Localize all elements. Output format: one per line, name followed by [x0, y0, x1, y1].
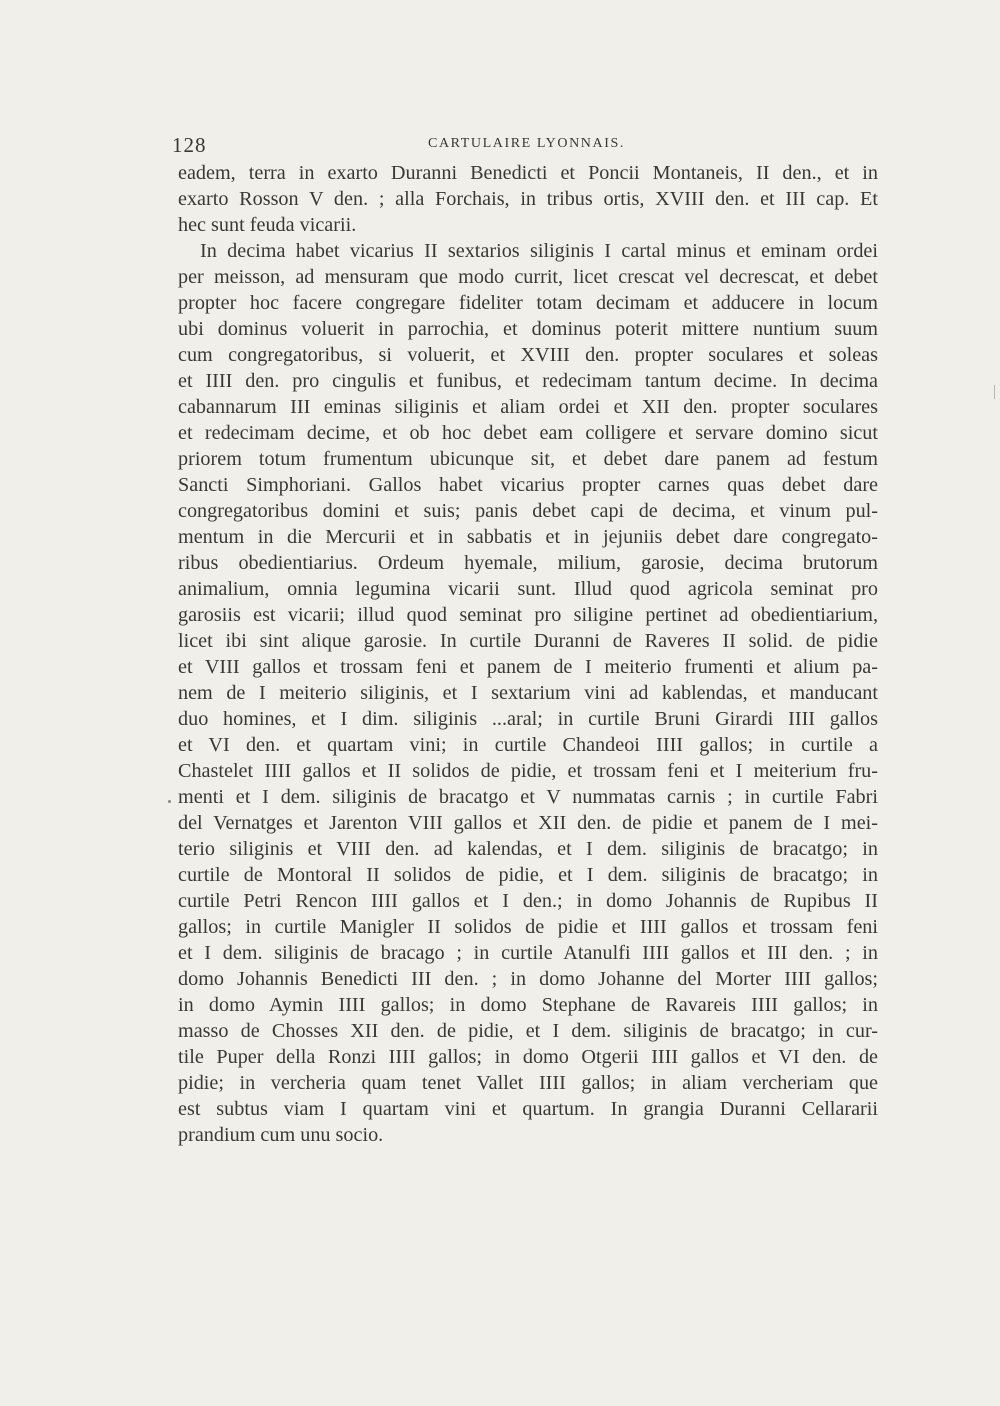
text-line: domo Johannis Benedicti III den. ; in domo Johanne del Morter IIII gallos;	[178, 968, 878, 990]
text-line: cum congregatoribus, si voluerit, et XVIII den. propter soculares et soleas	[178, 344, 878, 366]
text-line: masso de Chosses XII den. de pidie, et I dem. siliginis de bracatgo; in cur-	[178, 1020, 878, 1042]
text-line: Sancti Simphoriani. Gallos habet vicarius propter carnes quas debet dare	[178, 474, 878, 496]
text-line: priorem totum frumentum ubicunque sit, et debet dare panem ad festum	[178, 448, 878, 470]
page-header	[172, 133, 892, 159]
text-line: ubi dominus voluerit in parrochia, et dominus poterit mittere nuntium suum	[178, 318, 878, 340]
text-line: menti et I dem. siliginis de bracatgo et V nummatas carnis ; in curtile Fabri	[178, 786, 878, 808]
running-title: CARTULAIRE LYONNAIS.	[428, 136, 625, 151]
text-line: licet ibi sint alique garosie. In curtile Duranni de Raveres II solid. de pidie	[178, 630, 878, 652]
text-line: curtile Petri Rencon IIII gallos et I den.; in domo Johannis de Rupibus II	[178, 890, 878, 912]
text-line: congregatoribus domini et suis; panis debet capi de decima, et vinum pul-	[178, 500, 878, 522]
text-line: duo homines, et I dim. siliginis ...aral; in curtile Bruni Girardi IIII gallos	[178, 708, 878, 730]
text-line: eadem, terra in exarto Duranni Benedicti et Poncii Montaneis, II den., et in	[178, 162, 878, 184]
text-line: et IIII den. pro cingulis et funibus, et redecimam tantum decime. In decima	[178, 370, 878, 392]
text-line: hec sunt feuda vicarii.	[178, 214, 357, 236]
text-line: terio siliginis et VIII den. ad kalendas, et I dem. siliginis de bracatgo; in	[178, 838, 878, 860]
text-line: in domo Aymin IIII gallos; in domo Stephane de Ravareis IIII gallos; in	[178, 994, 878, 1016]
text-line: cabannarum III eminas siliginis et aliam ordei et XII den. propter soculares	[178, 396, 878, 418]
text-line: et redecimam decime, et ob hoc debet eam colligere et servare domino sicut	[178, 422, 878, 444]
text-line: del Vernatges et Jarenton VIII gallos et XII den. de pidie et panem de I mei-	[178, 812, 878, 834]
text-line: mentum in die Mercurii et in sabbatis et in jejuniis debet dare congregato-	[178, 526, 878, 548]
text-line: propter hoc facere congregare fideliter totam decimam et adducere in locum	[178, 292, 878, 314]
paragraph-first-line: In decima habet vicarius II sextarios siliginis I cartal minus et eminam ordei	[200, 240, 878, 262]
text-line: curtile de Montoral II solidos de pidie, et I dem. siliginis de bracatgo; in	[178, 864, 878, 886]
text-line: nem de I meiterio siliginis, et I sextarium vini ad kablendas, et manducant	[178, 682, 878, 704]
body-text	[178, 160, 878, 1148]
page-number: 128	[172, 133, 207, 157]
text-line: pidie; in vercheria quam tenet Vallet IIII gallos; in aliam vercheriam que	[178, 1072, 878, 1094]
text-line: prandium cum unu socio.	[178, 1124, 384, 1146]
text-line: et I dem. siliginis de bracago ; in curtile Atanulfi IIII gallos et III den. ; in	[178, 942, 878, 964]
text-line: per meisson, ad mensuram que modo currit, licet crescat vel decrescat, et debet	[178, 266, 878, 288]
text-line: garosiis est vicarii; illud quod seminat pro siligine pertinet ad obedientiarium,	[178, 604, 878, 626]
text-line: tile Puper della Ronzi IIII gallos; in domo Otgerii IIII gallos et VI den. de	[178, 1046, 878, 1068]
text-line: et VIII gallos et trossam feni et panem de I meiterio frumenti et alium pa-	[178, 656, 878, 678]
text-line: est subtus viam I quartam vini et quartum. In grangia Duranni Cellararii	[178, 1098, 878, 1120]
text-line: exarto Rosson V den. ; alla Forchais, in tribus ortis, XVIII den. et III cap. Et	[178, 188, 878, 210]
text-line: gallos; in curtile Manigler II solidos de pidie et IIII gallos et trossam feni	[178, 916, 878, 938]
margin-dot	[168, 800, 171, 803]
text-line: ribus obedientiarius. Ordeum hyemale, milium, garosie, decima brutorum	[178, 552, 878, 574]
text-line: animalium, omnia legumina vicarii sunt. Illud quod agricola seminat pro	[178, 578, 878, 600]
text-line: et VI den. et quartam vini; in curtile Chandeoi IIII gallos; in curtile a	[178, 734, 878, 756]
page-edge-mark	[994, 385, 995, 399]
text-line: Chastelet IIII gallos et II solidos de pidie, et trossam feni et I meiterium fru-	[178, 760, 878, 782]
